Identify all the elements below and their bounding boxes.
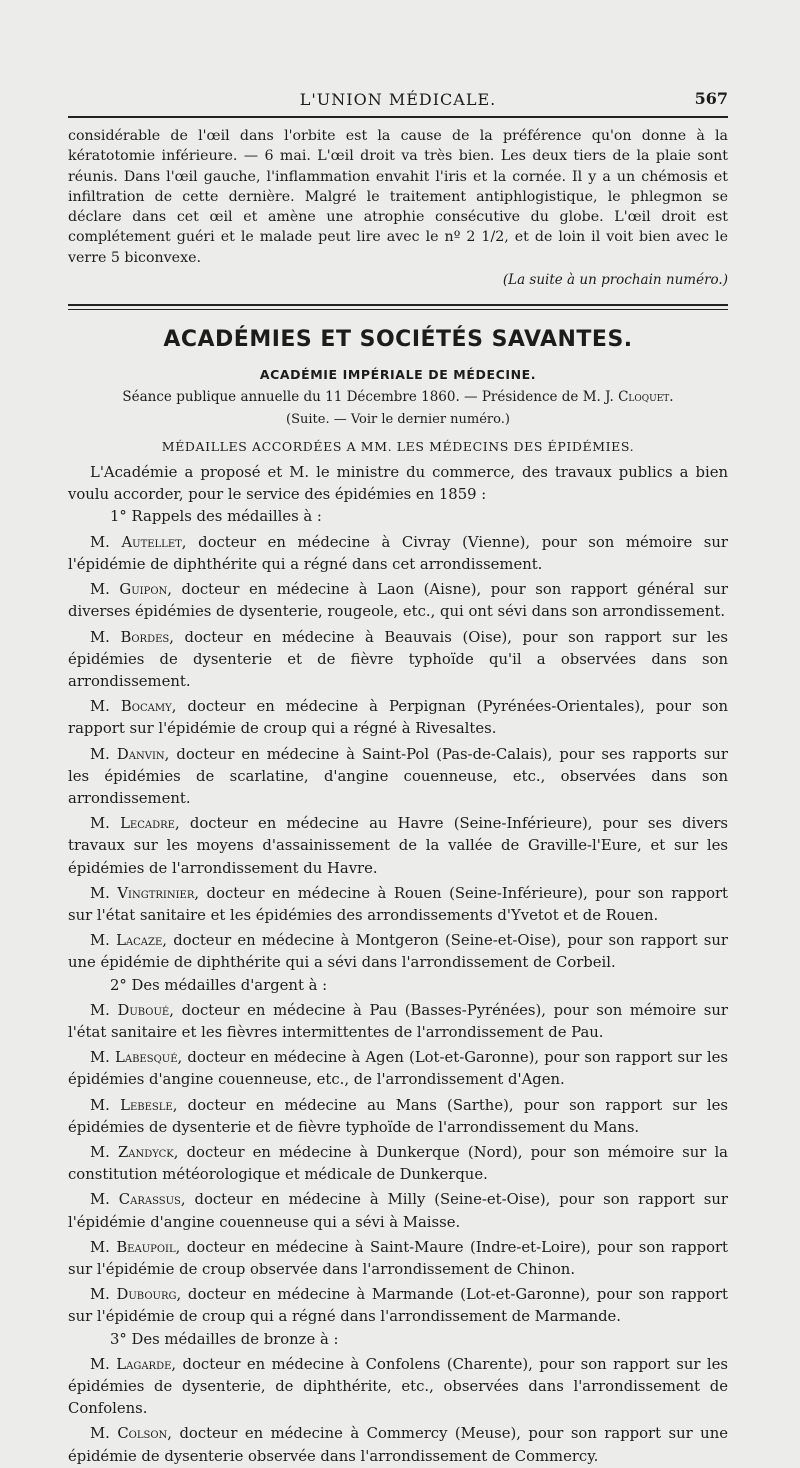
entry-title: M. [90,1355,117,1373]
doctor-name: Guipon [119,581,168,599]
entry-text: , docteur en médecine à Commercy (Meuse), pour son rapport sur une épidémie de dysenterie observée dans l'arrondissement de Commercy. [68,1425,728,1465]
argent-list [68,1000,728,1329]
entry-title: M. [90,1049,116,1067]
doctor-name: Bordes [120,628,170,646]
doctor-name: Autellet [121,533,182,551]
medal-entry [68,1047,728,1091]
medal-entry [68,744,728,811]
medal-entry [68,1142,728,1186]
category-rappels: 1° Rappels des médailles à : [110,508,322,526]
page-number: 567 [694,89,728,108]
doctor-name: Lagarde [116,1355,172,1373]
medal-entry [68,1189,728,1233]
doctor-name: Labesqué [115,1049,178,1067]
doctor-name: Lecadre [120,815,175,833]
medal-entry [68,1000,728,1044]
entry-text: , docteur en médecine à Perpignan (Pyrénées-Orientales), pour son rapport sur l'épidémie de croup qui a régné à Rivesaltes. [68,698,728,738]
session-president: Cloquet. [618,389,674,406]
medal-entry [68,579,728,623]
entry-title: M. [90,815,121,833]
medal-entry [68,696,728,740]
entry-text: , docteur en médecine à Montgeron (Seine-et-Oise), pour son rapport sur une épidémie de diphthérite qui a sévi dans l'arrondissement de Corbeil. [68,932,728,972]
section-divider [68,304,728,310]
entry-text: , docteur en médecine au Havre (Seine-Inférieure), pour ses divers travaux sur les moyens d'assainissement de la vallée de Graville-l'Eure, et sur les épidémies de l'arrondissement du Havre. [68,815,728,877]
doctor-name: Vingtrinier [117,884,195,902]
entry-title: M. [90,1096,121,1114]
medal-list [68,462,728,1468]
entry-title: M. [90,884,118,902]
entry-title: M. [90,932,117,950]
doctor-name: Carassus [118,1191,181,1209]
entry-text: , docteur en médecine à Saint-Maure (Indre-et-Loire), pour son rapport sur l'épidémie de croup observée dans l'arrondissement de Chinon. [68,1238,728,1278]
lead-paragraph: L'Académie a proposé et M. le ministre du commerce, des travaux publics a bien voulu accorder, pour le service des épidémies en 1859 : [68,464,728,504]
medal-entry [68,813,728,880]
entry-text: , docteur en médecine à Milly (Seine-et-Oise), pour son rapport sur l'épidémie d'angine couenneuse qui a sévi à Maisse. [68,1191,728,1231]
entry-title: M. [90,581,120,599]
doctor-name: Zandyck [117,1143,174,1161]
entry-text: , docteur en médecine à Civray (Vienne), pour son mémoire sur l'épidémie de diphthérite qui a régné dans cet arrondissement. [68,533,728,573]
doctor-name: Danvin [116,745,165,763]
medal-entry [68,930,728,974]
entry-text: , docteur en médecine à Beauvais (Oise), pour son rapport sur les épidémies de dysenterie et de fièvre typhoïde qu'il a observées dans son arrondissement. [68,628,728,690]
doctor-name: Lacaze [116,932,163,950]
bronze-list [68,1354,728,1468]
entry-text: , docteur en médecine à Dunkerque (Nord), pour son mémoire sur la constitution météorologique et médicale de Dunkerque. [68,1143,729,1184]
rappels-list [68,532,728,975]
entry-text: , docteur en médecine à Laon (Aisne), pour son rapport général sur diverses épidémies de dysenterie, rougeole, etc., qui ont sévi dans son arrondissement. [68,581,728,621]
doctor-name: Beaupoil [116,1238,176,1256]
medal-entry [68,1237,728,1281]
entry-text: , docteur en médecine à Saint-Pol (Pas-de-Calais), pour ses rapports sur les épidémies de scarlatine, d'angine couenneuse, etc., observées dans son arrondissement. [68,745,729,807]
entry-text: , docteur en médecine à Agen (Lot-et-Garonne), pour son rapport sur les épidémies d'angine couenneuse, etc., de l'arrondissement d'Agen. [68,1049,728,1089]
category-argent: 2° Des médailles d'argent à : [110,976,328,994]
entry-text: , docteur en médecine à Pau (Basses-Pyrénées), pour son mémoire sur l'état sanitaire et les fièvres intermittentes de l'arrondissement de Pau. [68,1001,728,1041]
entry-title: M. [90,698,121,716]
medal-entry [68,627,728,694]
category-bronze: 3° Des médailles de bronze à : [110,1330,339,1348]
medal-entry [68,1095,728,1139]
article-continuation [68,126,728,290]
medal-entry [68,532,728,576]
academy-heading: ACADÉMIE IMPÉRIALE DE MÉDECINE. [259,367,537,383]
entry-text: , docteur en médecine à Rouen (Seine-Inférieure), pour son rapport sur l'état sanitaire et les épidémies des arrondissements d'Yvetot et de Rouen. [68,884,729,924]
doctor-name: Duboué [117,1001,170,1019]
entry-title: M. [90,1425,118,1443]
entry-text: , docteur en médecine à Confolens (Charente), pour son rapport sur les épidémies de dysenterie, de diphthérite, etc., observées dans l'arrondissement de Confolens. [68,1355,728,1418]
entry-title: M. [90,745,117,763]
entry-title: M. [90,1191,119,1209]
continuation-note: (La suite à un prochain numéro.) [502,272,728,289]
doctor-name: Lebesle [120,1096,173,1114]
session-line [68,386,728,408]
doctor-name: Dubourg [116,1286,177,1304]
entry-title: M. [90,1286,117,1304]
entry-text: , docteur en médecine au Mans (Sarthe), pour son rapport sur les épidémies de dysenterie et de fièvre typhoïde de l'arrondissement du Mans. [68,1096,728,1136]
medals-heading: MÉDAILLES ACCORDÉES A MM. LES MÉDECINS DES ÉPIDÉMIES. [161,439,635,455]
medal-entry [68,1423,728,1467]
running-title: L'UNION MÉDICALE. [299,90,497,109]
entry-title: M. [90,533,122,551]
suite-reference: (Suite. — Voir le dernier numéro.) [286,412,510,428]
section-title: ACADÉMIES ET SOCIÉTÉS SAVANTES. [163,327,633,353]
doctor-name: Bocamy [120,698,172,716]
medal-entry [68,1354,728,1421]
entry-text: , docteur en médecine à Marmande (Lot-et-Garonne), pour son rapport sur l'épidémie de croup qui a régné dans l'arrondissement de Marmande. [68,1286,729,1326]
medal-entry [68,1284,728,1328]
entry-title: M. [90,1238,117,1256]
entry-title: M. [90,628,121,646]
medal-entry [68,883,728,927]
doctor-name: Colson [117,1425,168,1443]
intro-paragraph: considérable de l'œil dans l'orbite est la cause de la préférence qu'on donne à la kératotomie inférieure. — 6 mai. L'œil droit va très bien. Les deux tiers de la plaie sont réunis. Dans l'œil gauche, l'inflammation envahit l'iris et la cornée. Il y a un chémosis et infiltration de cette dernière. Malgré le traitement antiphlogistique, le phlegmon se déclare dans cet œil et amène une atrophie consécutive du globe. L'œil droit est complétement guéri et le malade peut lire avec le nº 2 1/2, et de loin il voit bien avec le verre 5 biconvexe. [68,128,728,266]
entry-title: M. [90,1143,118,1161]
session-text: Séance publique annuelle du 11 Décembre 1860. — Présidence de M. J. [122,389,614,406]
page-header [68,86,728,118]
entry-title: M. [90,1001,118,1019]
